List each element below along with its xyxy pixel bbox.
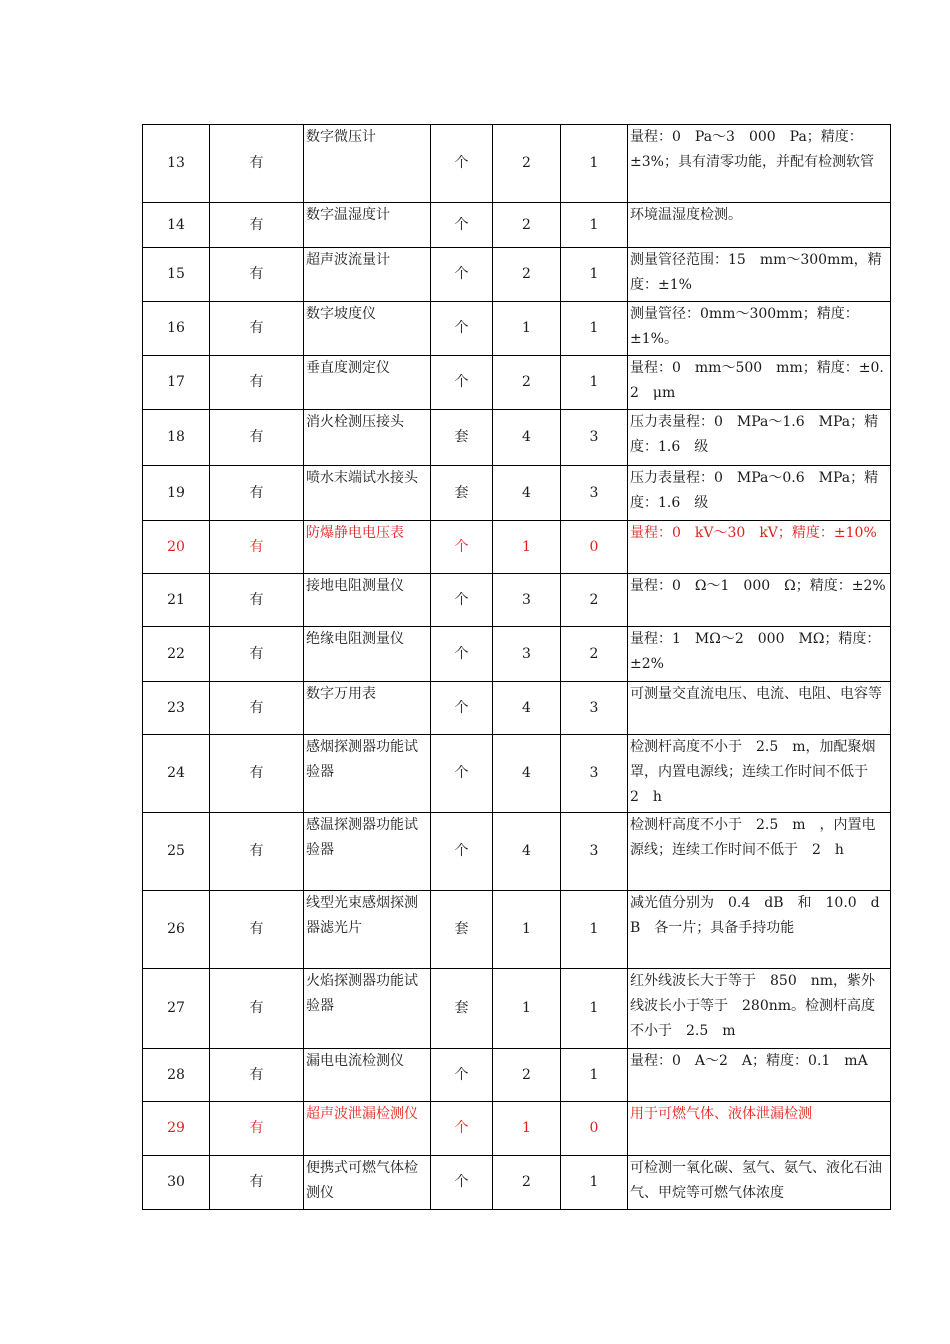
table-row	[143, 813, 891, 891]
row-number: 22	[143, 627, 210, 682]
specification-cell: 压力表量程：0 MPa～1.6 MPa；精度：1.6 级	[628, 410, 891, 466]
availability-cell: 有	[210, 813, 304, 891]
specification-cell: 量程：0 Pa～3 000 Pa；精度：±3%；具有清零功能，并配有检测软管	[628, 125, 891, 203]
unit-cell: 个	[431, 1049, 493, 1102]
availability-cell: 有	[210, 969, 304, 1049]
specification-cell: 量程：1 MΩ～2 000 MΩ；精度：±2%	[628, 627, 891, 682]
table-row	[143, 248, 891, 302]
row-number: 26	[143, 891, 210, 969]
specification-cell: 量程：0 A～2 A；精度：0.1 mA	[628, 1049, 891, 1102]
table-row	[143, 969, 891, 1049]
availability-cell: 有	[210, 1102, 304, 1156]
table-row	[143, 682, 891, 735]
availability-cell: 有	[210, 302, 304, 356]
row-number: 18	[143, 410, 210, 466]
minimum-quantity-cell: 3	[561, 813, 628, 891]
unit-cell: 个	[431, 627, 493, 682]
quantity-cell: 2	[493, 1156, 561, 1210]
minimum-quantity-cell: 0	[561, 1102, 628, 1156]
table-row	[143, 521, 891, 574]
row-number: 15	[143, 248, 210, 302]
unit-cell: 套	[431, 969, 493, 1049]
quantity-cell: 4	[493, 813, 561, 891]
equipment-name: 防爆静电电压表	[304, 521, 431, 574]
specification-cell: 红外线波长大于等于 850 nm，紫外线波长小于等于 280nm。检测杆高度不小于 2.5 m	[628, 969, 891, 1049]
minimum-quantity-cell: 1	[561, 248, 628, 302]
table-row	[143, 735, 891, 813]
minimum-quantity-cell: 1	[561, 969, 628, 1049]
quantity-cell: 2	[493, 248, 561, 302]
unit-cell: 个	[431, 125, 493, 203]
row-number: 30	[143, 1156, 210, 1210]
equipment-name: 数字温湿度计	[304, 203, 431, 248]
unit-cell: 个	[431, 302, 493, 356]
minimum-quantity-cell: 1	[561, 1156, 628, 1210]
unit-cell: 个	[431, 356, 493, 410]
table-row	[143, 410, 891, 466]
unit-cell: 个	[431, 248, 493, 302]
row-number: 25	[143, 813, 210, 891]
equipment-name: 垂直度测定仪	[304, 356, 431, 410]
quantity-cell: 4	[493, 682, 561, 735]
minimum-quantity-cell: 0	[561, 521, 628, 574]
minimum-quantity-cell: 1	[561, 302, 628, 356]
equipment-name: 感烟探测器功能试验器	[304, 735, 431, 813]
unit-cell: 个	[431, 1156, 493, 1210]
availability-cell: 有	[210, 356, 304, 410]
unit-cell: 个	[431, 1102, 493, 1156]
specification-cell: 可测量交直流电压、电流、电阻、电容等	[628, 682, 891, 735]
minimum-quantity-cell: 1	[561, 1049, 628, 1102]
unit-cell: 个	[431, 203, 493, 248]
unit-cell: 个	[431, 574, 493, 627]
equipment-name: 数字万用表	[304, 682, 431, 735]
row-number: 20	[143, 521, 210, 574]
quantity-cell: 2	[493, 1049, 561, 1102]
quantity-cell: 2	[493, 356, 561, 410]
table-row	[143, 1049, 891, 1102]
minimum-quantity-cell: 3	[561, 735, 628, 813]
table-row	[143, 125, 891, 203]
table-row	[143, 466, 891, 521]
minimum-quantity-cell: 3	[561, 682, 628, 735]
table-row	[143, 302, 891, 356]
specification-cell: 量程：0 kV～30 kV；精度：±10%	[628, 521, 891, 574]
quantity-cell: 4	[493, 466, 561, 521]
equipment-name: 超声波泄漏检测仪	[304, 1102, 431, 1156]
equipment-name: 绝缘电阻测量仪	[304, 627, 431, 682]
unit-cell: 套	[431, 891, 493, 969]
specification-cell: 检测杆高度不小于 2.5 m，加配聚烟罩，内置电源线；连续工作时间不低于 2 h	[628, 735, 891, 813]
specification-cell: 测量管径：0mm～300mm；精度：±1%。	[628, 302, 891, 356]
equipment-name: 火焰探测器功能试验器	[304, 969, 431, 1049]
availability-cell: 有	[210, 1156, 304, 1210]
minimum-quantity-cell: 2	[561, 574, 628, 627]
specification-cell: 环境温湿度检测。	[628, 203, 891, 248]
minimum-quantity-cell: 2	[561, 627, 628, 682]
availability-cell: 有	[210, 891, 304, 969]
equipment-table	[142, 124, 891, 1210]
availability-cell: 有	[210, 248, 304, 302]
quantity-cell: 1	[493, 1102, 561, 1156]
specification-cell: 测量管径范围：15 mm～300mm，精度：±1%	[628, 248, 891, 302]
minimum-quantity-cell: 1	[561, 891, 628, 969]
availability-cell: 有	[210, 466, 304, 521]
quantity-cell: 4	[493, 410, 561, 466]
specification-cell: 检测杆高度不小于 2.5 m ，内置电源线；连续工作时间不低于 2 h	[628, 813, 891, 891]
specification-cell: 量程：0 Ω～1 000 Ω；精度：±2%	[628, 574, 891, 627]
minimum-quantity-cell: 3	[561, 410, 628, 466]
table-row	[143, 891, 891, 969]
row-number: 14	[143, 203, 210, 248]
unit-cell: 个	[431, 813, 493, 891]
row-number: 19	[143, 466, 210, 521]
equipment-name: 感温探测器功能试验器	[304, 813, 431, 891]
quantity-cell: 2	[493, 125, 561, 203]
equipment-name: 接地电阻测量仪	[304, 574, 431, 627]
equipment-name: 数字微压计	[304, 125, 431, 203]
row-number: 21	[143, 574, 210, 627]
table-body	[143, 125, 891, 1210]
equipment-name: 漏电电流检测仪	[304, 1049, 431, 1102]
row-number: 23	[143, 682, 210, 735]
quantity-cell: 1	[493, 521, 561, 574]
row-number: 16	[143, 302, 210, 356]
row-number: 27	[143, 969, 210, 1049]
quantity-cell: 3	[493, 574, 561, 627]
availability-cell: 有	[210, 203, 304, 248]
minimum-quantity-cell: 3	[561, 466, 628, 521]
minimum-quantity-cell: 1	[561, 356, 628, 410]
specification-cell: 量程：0 mm～500 mm；精度：±0.2 μm	[628, 356, 891, 410]
table-row	[143, 1102, 891, 1156]
equipment-name: 数字坡度仪	[304, 302, 431, 356]
equipment-name: 喷水末端试水接头	[304, 466, 431, 521]
row-number: 13	[143, 125, 210, 203]
row-number: 29	[143, 1102, 210, 1156]
quantity-cell: 1	[493, 969, 561, 1049]
table-row	[143, 203, 891, 248]
row-number: 24	[143, 735, 210, 813]
specification-cell: 压力表量程：0 MPa～0.6 MPa；精度：1.6 级	[628, 466, 891, 521]
availability-cell: 有	[210, 627, 304, 682]
unit-cell: 套	[431, 466, 493, 521]
availability-cell: 有	[210, 735, 304, 813]
table-row	[143, 627, 891, 682]
quantity-cell: 4	[493, 735, 561, 813]
unit-cell: 个	[431, 682, 493, 735]
availability-cell: 有	[210, 682, 304, 735]
minimum-quantity-cell: 1	[561, 203, 628, 248]
unit-cell: 套	[431, 410, 493, 466]
minimum-quantity-cell: 1	[561, 125, 628, 203]
row-number: 17	[143, 356, 210, 410]
availability-cell: 有	[210, 521, 304, 574]
availability-cell: 有	[210, 574, 304, 627]
equipment-name: 消火栓测压接头	[304, 410, 431, 466]
quantity-cell: 1	[493, 302, 561, 356]
table-row	[143, 574, 891, 627]
specification-cell: 用于可燃气体、液体泄漏检测	[628, 1102, 891, 1156]
unit-cell: 个	[431, 735, 493, 813]
table-row	[143, 1156, 891, 1210]
equipment-name: 超声波流量计	[304, 248, 431, 302]
unit-cell: 个	[431, 521, 493, 574]
availability-cell: 有	[210, 1049, 304, 1102]
table-row	[143, 356, 891, 410]
equipment-name: 线型光束感烟探测器滤光片	[304, 891, 431, 969]
specification-cell: 减光值分别为 0.4 dB 和 10.0 dB 各一片；具备手持功能	[628, 891, 891, 969]
availability-cell: 有	[210, 410, 304, 466]
quantity-cell: 2	[493, 203, 561, 248]
availability-cell: 有	[210, 125, 304, 203]
row-number: 28	[143, 1049, 210, 1102]
equipment-name: 便携式可燃气体检测仪	[304, 1156, 431, 1210]
quantity-cell: 1	[493, 891, 561, 969]
specification-cell: 可检测一氧化碳、氢气、氨气、液化石油气、甲烷等可燃气体浓度	[628, 1156, 891, 1210]
quantity-cell: 3	[493, 627, 561, 682]
